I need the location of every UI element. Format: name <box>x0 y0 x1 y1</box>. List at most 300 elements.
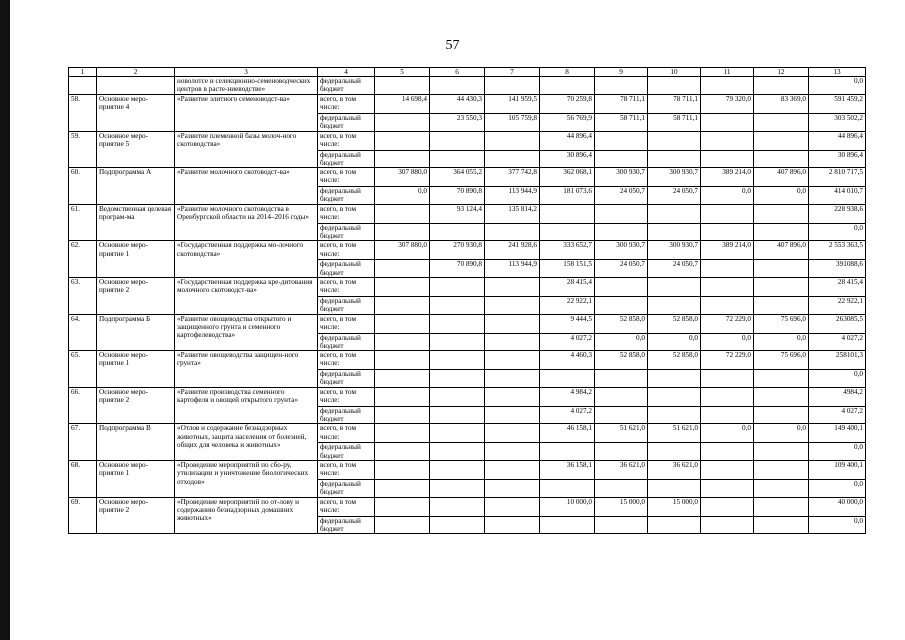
total-value: 2 810 717,5 <box>809 168 866 187</box>
funding-source: федеральный бюджет <box>318 260 375 278</box>
year-value <box>595 223 648 241</box>
year-value: 300 930,7 <box>595 241 648 260</box>
total-value: 414 010,7 <box>809 187 866 205</box>
year-value: 113 944,9 <box>485 187 540 205</box>
col-num: 3 <box>175 68 318 77</box>
year-value <box>595 150 648 168</box>
year-value <box>701 406 754 424</box>
year-value: 56 769,9 <box>540 114 595 132</box>
year-value <box>754 387 809 406</box>
total-value: 4 027,2 <box>809 333 866 351</box>
year-value <box>485 443 540 461</box>
year-value <box>754 150 809 168</box>
year-value: 72 229,0 <box>701 314 754 333</box>
funding-source: федеральный бюджет <box>318 114 375 132</box>
col-num: 4 <box>318 68 375 77</box>
year-value: 0,0 <box>375 187 430 205</box>
col-num: 7 <box>485 68 540 77</box>
year-value: 270 930,8 <box>430 241 485 260</box>
year-value <box>375 314 430 333</box>
year-value: 36 621,0 <box>648 460 701 479</box>
row-number: 63. <box>69 277 97 314</box>
year-value: 70 890,8 <box>430 260 485 278</box>
year-value <box>430 516 485 534</box>
total-value: 258101,3 <box>809 351 866 370</box>
row-name: Основное меро-приятие 1 <box>97 351 175 388</box>
year-value <box>485 424 540 443</box>
year-value <box>375 77 430 95</box>
year-value <box>375 131 430 150</box>
total-value: 149 400,1 <box>809 424 866 443</box>
year-value: 0,0 <box>701 187 754 205</box>
year-value <box>375 260 430 278</box>
year-value: 58 711,1 <box>648 114 701 132</box>
row-name: Подпрограмма В <box>97 424 175 461</box>
table-body <box>69 68 866 534</box>
year-value <box>375 370 430 388</box>
year-value <box>375 296 430 314</box>
year-value <box>648 479 701 497</box>
funding-source: федеральный бюджет <box>318 77 375 95</box>
row-title: «Государственная поддержка мо-лочного скотоводства» <box>175 241 318 278</box>
year-value: 0,0 <box>595 333 648 351</box>
year-value: 389 214,0 <box>701 168 754 187</box>
funding-source: всего, в том числе: <box>318 497 375 516</box>
year-value <box>485 351 540 370</box>
year-value <box>648 77 701 95</box>
year-value: 70 890,8 <box>430 187 485 205</box>
year-value <box>595 479 648 497</box>
table-row <box>69 424 866 443</box>
total-value: 391088,6 <box>809 260 866 278</box>
year-value: 52 858,0 <box>595 351 648 370</box>
year-value <box>754 260 809 278</box>
total-value: 2 553 363,5 <box>809 241 866 260</box>
year-value <box>375 333 430 351</box>
year-value <box>375 114 430 132</box>
year-value: 10 000,0 <box>540 497 595 516</box>
row-name: Основное меро-приятие 1 <box>97 241 175 278</box>
year-value <box>648 277 701 296</box>
year-value <box>485 460 540 479</box>
year-value <box>754 277 809 296</box>
year-value: 28 415,4 <box>540 277 595 296</box>
year-value: 333 652,7 <box>540 241 595 260</box>
year-value: 105 759,8 <box>485 114 540 132</box>
funding-source: федеральный бюджет <box>318 370 375 388</box>
row-title: «Развитие овощеводства открытого и защищенного грунта и семенного картофелеводства» <box>175 314 318 351</box>
row-number: 66. <box>69 387 97 424</box>
row-title: «Развитие производства семенного картофеля и овощей открытого грунта» <box>175 387 318 424</box>
year-value <box>430 424 485 443</box>
year-value: 75 696,0 <box>754 351 809 370</box>
year-value: 4 027,2 <box>540 333 595 351</box>
year-value: 307 880,0 <box>375 168 430 187</box>
year-value <box>430 443 485 461</box>
year-value <box>375 406 430 424</box>
col-num: 2 <box>97 68 175 77</box>
funding-source: федеральный бюджет <box>318 296 375 314</box>
funding-source: всего, в том числе: <box>318 351 375 370</box>
year-value: 0,0 <box>754 187 809 205</box>
year-value <box>375 351 430 370</box>
year-value <box>701 131 754 150</box>
col-num: 6 <box>430 68 485 77</box>
funding-source: всего, в том числе: <box>318 314 375 333</box>
row-title: новолотсе и селекционно-семеноводческих центров в расте-ниеводстве» <box>175 77 318 95</box>
year-value <box>485 277 540 296</box>
year-value: 9 444,5 <box>540 314 595 333</box>
table-row <box>69 497 866 516</box>
year-value: 24 050,7 <box>595 260 648 278</box>
year-value: 377 742,8 <box>485 168 540 187</box>
year-value <box>754 204 809 223</box>
year-value: 0,0 <box>701 424 754 443</box>
year-value: 300 930,7 <box>595 168 648 187</box>
year-value: 0,0 <box>648 333 701 351</box>
year-value <box>701 296 754 314</box>
col-num: 8 <box>540 68 595 77</box>
row-name: Ведомственная целевая програм-ма <box>97 204 175 241</box>
year-value: 362 068,1 <box>540 168 595 187</box>
year-value: 4 027,2 <box>540 406 595 424</box>
funding-source: федеральный бюджет <box>318 150 375 168</box>
funding-source: федеральный бюджет <box>318 406 375 424</box>
funding-source: федеральный бюджет <box>318 223 375 241</box>
year-value <box>648 516 701 534</box>
year-value: 407 896,0 <box>754 168 809 187</box>
year-value <box>485 370 540 388</box>
year-value <box>485 333 540 351</box>
table-row <box>69 95 866 114</box>
funding-source: всего, в том числе: <box>318 460 375 479</box>
year-value: 307 880,0 <box>375 241 430 260</box>
year-value: 181 073,6 <box>540 187 595 205</box>
total-value: 28 415,4 <box>809 277 866 296</box>
total-value: 0,0 <box>809 516 866 534</box>
year-value <box>430 150 485 168</box>
year-value <box>485 77 540 95</box>
year-value <box>375 387 430 406</box>
total-value: 44 896,4 <box>809 131 866 150</box>
year-value <box>648 296 701 314</box>
table-row <box>69 131 866 150</box>
year-value: 389 214,0 <box>701 241 754 260</box>
year-value: 36 621,0 <box>595 460 648 479</box>
row-number: 69. <box>69 497 97 534</box>
year-value <box>430 479 485 497</box>
year-value: 36 158,1 <box>540 460 595 479</box>
year-value <box>430 370 485 388</box>
year-value <box>430 223 485 241</box>
row-title: «Развитие племенной базы молоч-ного скотоводства» <box>175 131 318 168</box>
year-value <box>754 460 809 479</box>
row-name: Основное меро-приятие 5 <box>97 131 175 168</box>
year-value: 79 320,0 <box>701 95 754 114</box>
year-value <box>701 77 754 95</box>
year-value: 0,0 <box>754 424 809 443</box>
year-value <box>430 333 485 351</box>
year-value <box>430 77 485 95</box>
table-row <box>69 277 866 296</box>
funding-source: всего, в том числе: <box>318 387 375 406</box>
year-value <box>648 387 701 406</box>
funding-source: федеральный бюджет <box>318 187 375 205</box>
row-number: 58. <box>69 95 97 132</box>
year-value <box>430 296 485 314</box>
row-title: «Проведение мероприятий по от-лову и содержанию безнадзорных домашних животных» <box>175 497 318 534</box>
year-value <box>701 497 754 516</box>
year-value <box>754 114 809 132</box>
total-value: 4984,2 <box>809 387 866 406</box>
year-value <box>485 387 540 406</box>
year-value: 113 944,9 <box>485 260 540 278</box>
funding-source: федеральный бюджет <box>318 333 375 351</box>
year-value: 4 460,3 <box>540 351 595 370</box>
year-value <box>375 497 430 516</box>
row-title: «Проведение мероприятий по сбо-ру, утилизации и уничтожение биологических отходов» <box>175 460 318 497</box>
year-value <box>430 351 485 370</box>
year-value <box>595 77 648 95</box>
year-value: 158 151,5 <box>540 260 595 278</box>
year-value <box>485 406 540 424</box>
row-number: 64. <box>69 314 97 351</box>
year-value <box>701 479 754 497</box>
col-num: 9 <box>595 68 648 77</box>
year-value: 0,0 <box>754 333 809 351</box>
year-value <box>648 370 701 388</box>
year-value <box>595 370 648 388</box>
year-value: 51 621,0 <box>648 424 701 443</box>
year-value: 78 711,1 <box>648 95 701 114</box>
year-value: 0,0 <box>701 333 754 351</box>
row-name: Подпрограмма Б <box>97 314 175 351</box>
year-value: 30 896,4 <box>540 150 595 168</box>
total-value: 303 502,2 <box>809 114 866 132</box>
year-value <box>595 516 648 534</box>
row-title: «Развитие овощеводства защищен-ного грунта» <box>175 351 318 388</box>
total-value: 228 938,6 <box>809 204 866 223</box>
year-value: 44 430,3 <box>430 95 485 114</box>
year-value: 51 621,0 <box>595 424 648 443</box>
year-value <box>595 443 648 461</box>
year-value <box>375 516 430 534</box>
year-value <box>754 516 809 534</box>
row-name: Подпрограмма А <box>97 168 175 205</box>
year-value <box>701 387 754 406</box>
year-value: 52 858,0 <box>595 314 648 333</box>
year-value <box>540 77 595 95</box>
year-value <box>430 406 485 424</box>
budget-table <box>68 67 866 534</box>
year-value <box>375 479 430 497</box>
row-number: 59. <box>69 131 97 168</box>
total-value: 263085,5 <box>809 314 866 333</box>
year-value: 46 158,1 <box>540 424 595 443</box>
total-value: 22 922,1 <box>809 296 866 314</box>
funding-source: всего, в том числе: <box>318 277 375 296</box>
year-value <box>375 424 430 443</box>
total-value: 591 459,2 <box>809 95 866 114</box>
year-value <box>430 497 485 516</box>
total-value: 0,0 <box>809 77 866 95</box>
year-value <box>701 204 754 223</box>
row-number: 68. <box>69 460 97 497</box>
year-value: 24 050,7 <box>648 187 701 205</box>
table-row <box>69 241 866 260</box>
year-value: 4 984,2 <box>540 387 595 406</box>
year-value: 93 124,4 <box>430 204 485 223</box>
year-value <box>485 516 540 534</box>
total-value: 30 896,4 <box>809 150 866 168</box>
row-name <box>97 77 175 95</box>
year-value <box>701 277 754 296</box>
row-name: Основное меро-приятие 2 <box>97 497 175 534</box>
year-value: 407 896,0 <box>754 241 809 260</box>
table-row <box>69 204 866 223</box>
year-value <box>701 150 754 168</box>
funding-source: всего, в том числе: <box>318 131 375 150</box>
year-value <box>485 497 540 516</box>
year-value: 15 000,0 <box>595 497 648 516</box>
year-value <box>540 479 595 497</box>
col-num: 13 <box>809 68 866 77</box>
row-title: «Развитие элитного семеноводст-ва» <box>175 95 318 132</box>
table-row <box>69 77 866 95</box>
row-title: «Развитие молочного скотоводст-ва» <box>175 168 318 205</box>
total-value: 0,0 <box>809 479 866 497</box>
year-value <box>540 516 595 534</box>
year-value <box>648 150 701 168</box>
year-value <box>754 497 809 516</box>
year-value <box>595 204 648 223</box>
year-value <box>430 131 485 150</box>
col-num: 5 <box>375 68 430 77</box>
year-value <box>485 223 540 241</box>
year-value <box>430 387 485 406</box>
year-value <box>754 131 809 150</box>
year-value <box>648 406 701 424</box>
year-value <box>540 443 595 461</box>
year-value <box>540 223 595 241</box>
table-row <box>69 387 866 406</box>
year-value <box>540 204 595 223</box>
year-value <box>595 131 648 150</box>
year-value: 23 550,3 <box>430 114 485 132</box>
year-value <box>701 443 754 461</box>
row-name: Основное меро-приятие 2 <box>97 277 175 314</box>
year-value <box>754 406 809 424</box>
year-value <box>540 370 595 388</box>
row-number: 67. <box>69 424 97 461</box>
row-title: «Отлов и содержание безнадзорных животных, защита населения от болезней, общих для человека и животных» <box>175 424 318 461</box>
year-value: 364 055,2 <box>430 168 485 187</box>
year-value: 141 959,5 <box>485 95 540 114</box>
column-number-row <box>69 68 866 77</box>
year-value: 135 814,2 <box>485 204 540 223</box>
year-value <box>701 114 754 132</box>
year-value: 15 000,0 <box>648 497 701 516</box>
page-number: 57 <box>445 38 460 53</box>
year-value <box>754 223 809 241</box>
total-value: 0,0 <box>809 443 866 461</box>
funding-source: всего, в том числе: <box>318 168 375 187</box>
year-value <box>375 277 430 296</box>
year-value <box>595 406 648 424</box>
total-value: 0,0 <box>809 370 866 388</box>
year-value: 300 930,7 <box>648 168 701 187</box>
total-value: 4 027,2 <box>809 406 866 424</box>
table-row <box>69 351 866 370</box>
row-title: «Развитие молочного скотоводства в Оренбургской области на 2014–2016 годы» <box>175 204 318 241</box>
funding-source: всего, в том числе: <box>318 95 375 114</box>
row-name: Основное меро-приятие 2 <box>97 387 175 424</box>
year-value <box>485 314 540 333</box>
year-value <box>754 370 809 388</box>
year-value <box>648 443 701 461</box>
year-value <box>485 479 540 497</box>
funding-source: федеральный бюджет <box>318 516 375 534</box>
year-value <box>595 277 648 296</box>
year-value <box>375 150 430 168</box>
year-value <box>701 223 754 241</box>
funding-source: всего, в том числе: <box>318 241 375 260</box>
year-value: 44 896,4 <box>540 131 595 150</box>
year-value: 78 711,1 <box>595 95 648 114</box>
year-value: 58 711,1 <box>595 114 648 132</box>
funding-source: федеральный бюджет <box>318 443 375 461</box>
row-number: 65. <box>69 351 97 388</box>
col-num: 12 <box>754 68 809 77</box>
year-value <box>430 277 485 296</box>
year-value <box>595 387 648 406</box>
year-value <box>754 479 809 497</box>
row-name: Основное меро-приятие 4 <box>97 95 175 132</box>
table-row <box>69 314 866 333</box>
year-value: 24 050,7 <box>648 260 701 278</box>
year-value <box>485 296 540 314</box>
year-value: 22 922,1 <box>540 296 595 314</box>
year-value: 52 858,0 <box>648 314 701 333</box>
year-value <box>754 296 809 314</box>
year-value <box>754 443 809 461</box>
year-value: 241 928,6 <box>485 241 540 260</box>
year-value <box>430 314 485 333</box>
year-value: 24 050,7 <box>595 187 648 205</box>
col-num: 10 <box>648 68 701 77</box>
year-value <box>701 460 754 479</box>
year-value <box>648 204 701 223</box>
year-value: 75 696,0 <box>754 314 809 333</box>
year-value: 14 698,4 <box>375 95 430 114</box>
year-value <box>701 516 754 534</box>
year-value <box>648 223 701 241</box>
year-value: 52 858,0 <box>648 351 701 370</box>
row-number: 61. <box>69 204 97 241</box>
year-value: 83 369,0 <box>754 95 809 114</box>
funding-source: всего, в том числе: <box>318 204 375 223</box>
year-value <box>375 443 430 461</box>
total-value: 40 000,0 <box>809 497 866 516</box>
funding-source: всего, в том числе: <box>318 424 375 443</box>
row-number <box>69 77 97 95</box>
total-value: 0,0 <box>809 223 866 241</box>
total-value: 109 400,1 <box>809 460 866 479</box>
year-value: 300 930,7 <box>648 241 701 260</box>
year-value <box>375 223 430 241</box>
col-num: 11 <box>701 68 754 77</box>
year-value <box>754 77 809 95</box>
